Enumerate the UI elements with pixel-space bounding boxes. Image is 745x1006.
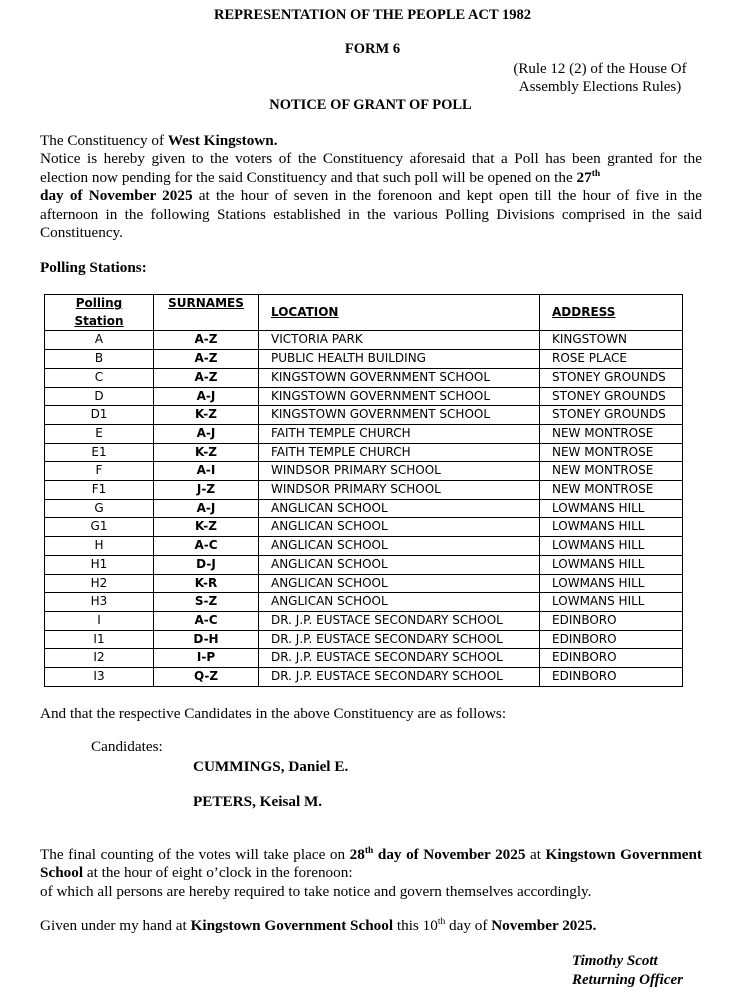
cell-station: H1 (45, 555, 154, 574)
cell-station: H (45, 537, 154, 556)
given-mid2: day of (445, 917, 492, 934)
table-row (45, 499, 683, 518)
cell-surnames: D-J (154, 555, 259, 574)
cell-location: WINDSOR PRIMARY SCHOOL (259, 481, 540, 500)
table-row (45, 611, 683, 630)
cell-station: I3 (45, 668, 154, 687)
cell-address: LOWMANS HILL (540, 537, 683, 556)
constituency-name: West Kingstown. (167, 132, 278, 149)
cell-address: LOWMANS HILL (540, 499, 683, 518)
intro-paragraph (40, 132, 702, 242)
counting-day: 28 (349, 846, 365, 863)
given-mid: this 10 (393, 917, 438, 934)
station-header-line2: Station (74, 313, 124, 328)
cell-location: KINGSTOWN GOVERNMENT SCHOOL (259, 368, 540, 387)
given-place: Kingstown Government School (190, 917, 394, 934)
cell-station: B (45, 350, 154, 369)
cell-location: ANGLICAN SCHOOL (259, 555, 540, 574)
table-row (45, 387, 683, 406)
polling-stations-heading: Polling Stations: (40, 259, 147, 276)
cell-surnames: A-Z (154, 368, 259, 387)
cell-station: I1 (45, 630, 154, 649)
cell-address: NEW MONTROSE (540, 443, 683, 462)
cell-station: F (45, 462, 154, 481)
station-header-line1: Polling (75, 296, 123, 310)
candidate-2: PETERS, Keisal M. (193, 793, 323, 810)
table-row (45, 443, 683, 462)
cell-station: A (45, 331, 154, 350)
cell-location: ANGLICAN SCHOOL (259, 499, 540, 518)
cell-station: G (45, 499, 154, 518)
counting-day-sup: th (364, 845, 374, 856)
cell-surnames: K-Z (154, 518, 259, 537)
table-row (45, 574, 683, 593)
cell-location: ANGLICAN SCHOOL (259, 574, 540, 593)
poll-date-rest: day of November 2025 (40, 187, 193, 205)
cell-location: ANGLICAN SCHOOL (259, 518, 540, 537)
counting-line2: of which all persons are hereby required to take notice and govern themselves accordingly. (40, 882, 592, 900)
cell-station: C (45, 368, 154, 387)
counting-line1 (40, 846, 702, 883)
cell-station: I2 (45, 649, 154, 668)
table-row (45, 555, 683, 574)
poll-date-day: 27 (576, 168, 592, 186)
cell-address: ROSE PLACE (540, 350, 683, 369)
cell-address: EDINBORO (540, 630, 683, 649)
rule-reference-line1: (Rule 12 (2) of the House Of (513, 61, 687, 77)
notice-text-a: Notice is hereby given to the voters of the Constituency aforesaid that a Poll has been granted for the election now pending for the said Constituency and that such poll will be opened on the (40, 150, 702, 186)
cell-surnames: I-P (154, 649, 259, 668)
cell-station: F1 (45, 481, 154, 500)
signature-title: Returning Officer (572, 972, 683, 988)
table-row (45, 649, 683, 668)
cell-address: STONEY GROUNDS (540, 387, 683, 406)
cell-surnames: A-J (154, 424, 259, 443)
cell-location: DR. J.P. EUSTACE SECONDARY SCHOOL (259, 668, 540, 687)
column-header-surnames: SURNAMES (154, 295, 259, 331)
rule-reference (490, 60, 710, 96)
cell-station: D (45, 387, 154, 406)
cell-address: STONEY GROUNDS (540, 406, 683, 425)
table-row (45, 593, 683, 612)
cell-location: ANGLICAN SCHOOL (259, 593, 540, 612)
cell-location: WINDSOR PRIMARY SCHOOL (259, 462, 540, 481)
cell-surnames: K-R (154, 574, 259, 593)
table-row (45, 406, 683, 425)
candidates-intro: And that the respective Candidates in the above Constituency are as follows: (40, 705, 507, 722)
column-header-address: ADDRESS (540, 295, 683, 331)
cell-surnames: A-Z (154, 350, 259, 369)
cell-address: EDINBORO (540, 611, 683, 630)
cell-location: FAITH TEMPLE CHURCH (259, 443, 540, 462)
cell-surnames: S-Z (154, 593, 259, 612)
table-row (45, 350, 683, 369)
cell-address: NEW MONTROSE (540, 462, 683, 481)
polling-stations-table (44, 294, 683, 687)
cell-station: E1 (45, 443, 154, 462)
table-header-row (45, 295, 683, 331)
cell-surnames: Q-Z (154, 668, 259, 687)
cell-surnames: A-C (154, 537, 259, 556)
form-number: FORM 6 (344, 41, 401, 57)
table-body (45, 331, 683, 686)
counting-at: at (525, 846, 546, 863)
column-header-location: LOCATION (259, 295, 540, 331)
counting-paragraph (40, 846, 702, 901)
table-row (45, 462, 683, 481)
signature-name: Timothy Scott (572, 953, 658, 969)
given-line (40, 917, 702, 935)
cell-location: KINGSTOWN GOVERNMENT SCHOOL (259, 387, 540, 406)
cell-station: D1 (45, 406, 154, 425)
table-row (45, 368, 683, 387)
cell-location: PUBLIC HEALTH BUILDING (259, 350, 540, 369)
constituency-line (40, 132, 702, 150)
act-title: REPRESENTATION OF THE PEOPLE ACT 1982 (213, 7, 532, 23)
constituency-prefix: The Constituency of (40, 132, 168, 149)
given-prefix: Given under my hand at (40, 917, 191, 934)
given-date: November 2025. (491, 917, 597, 934)
cell-address: NEW MONTROSE (540, 481, 683, 500)
cell-address: EDINBORO (540, 668, 683, 687)
cell-address: STONEY GROUNDS (540, 368, 683, 387)
column-header-station (45, 295, 154, 331)
table-row (45, 481, 683, 500)
notice-text-b: at the hour of seven in the forenoon and kept open till the hour of five in the afternoon in the following Stations established in the various Polling Divisions comprised in the said Constituency. (40, 187, 702, 242)
cell-surnames: A-J (154, 499, 259, 518)
cell-station: E (45, 424, 154, 443)
cell-station: H3 (45, 593, 154, 612)
counting-date (350, 846, 526, 863)
cell-surnames: A-Z (154, 331, 259, 350)
table-row (45, 630, 683, 649)
candidate-1: CUMMINGS, Daniel E. (193, 758, 349, 775)
cell-address: EDINBORO (540, 649, 683, 668)
cell-location: DR. J.P. EUSTACE SECONDARY SCHOOL (259, 611, 540, 630)
cell-address: LOWMANS HILL (540, 518, 683, 537)
cell-location: ANGLICAN SCHOOL (259, 537, 540, 556)
notice-text (40, 150, 702, 242)
cell-address: LOWMANS HILL (540, 574, 683, 593)
cell-station: G1 (45, 518, 154, 537)
cell-surnames: K-Z (154, 443, 259, 462)
given-sup: th (437, 916, 446, 927)
cell-location: VICTORIA PARK (259, 331, 540, 350)
table-row (45, 424, 683, 443)
cell-surnames: J-Z (154, 481, 259, 500)
counting-place: Kingstown Government School (40, 846, 702, 882)
cell-location: FAITH TEMPLE CHURCH (259, 424, 540, 443)
cell-surnames: A-I (154, 462, 259, 481)
table-row (45, 331, 683, 350)
table-row (45, 518, 683, 537)
cell-surnames: A-C (154, 611, 259, 630)
poll-date-sup: th (591, 168, 601, 179)
cell-surnames: D-H (154, 630, 259, 649)
table-row (45, 668, 683, 687)
candidates-label: Candidates: (91, 738, 163, 755)
cell-location: DR. J.P. EUSTACE SECONDARY SCHOOL (259, 630, 540, 649)
cell-station: H2 (45, 574, 154, 593)
cell-address: KINGSTOWN (540, 331, 683, 350)
cell-surnames: A-J (154, 387, 259, 406)
table-row (45, 537, 683, 556)
cell-station: I (45, 611, 154, 630)
cell-location: KINGSTOWN GOVERNMENT SCHOOL (259, 406, 540, 425)
counting-prefix: The final counting of the votes will take place on (40, 846, 350, 863)
cell-address: NEW MONTROSE (540, 424, 683, 443)
cell-address: LOWMANS HILL (540, 555, 683, 574)
rule-reference-line2: Assembly Elections Rules) (518, 79, 682, 95)
cell-address: LOWMANS HILL (540, 593, 683, 612)
counting-date-rest: day of November 2025 (373, 846, 526, 863)
cell-location: DR. J.P. EUSTACE SECONDARY SCHOOL (259, 649, 540, 668)
notice-title: NOTICE OF GRANT OF POLL (269, 97, 472, 113)
cell-surnames: K-Z (154, 406, 259, 425)
counting-rest: at the hour of eight o’clock in the forenoon: (83, 864, 353, 882)
